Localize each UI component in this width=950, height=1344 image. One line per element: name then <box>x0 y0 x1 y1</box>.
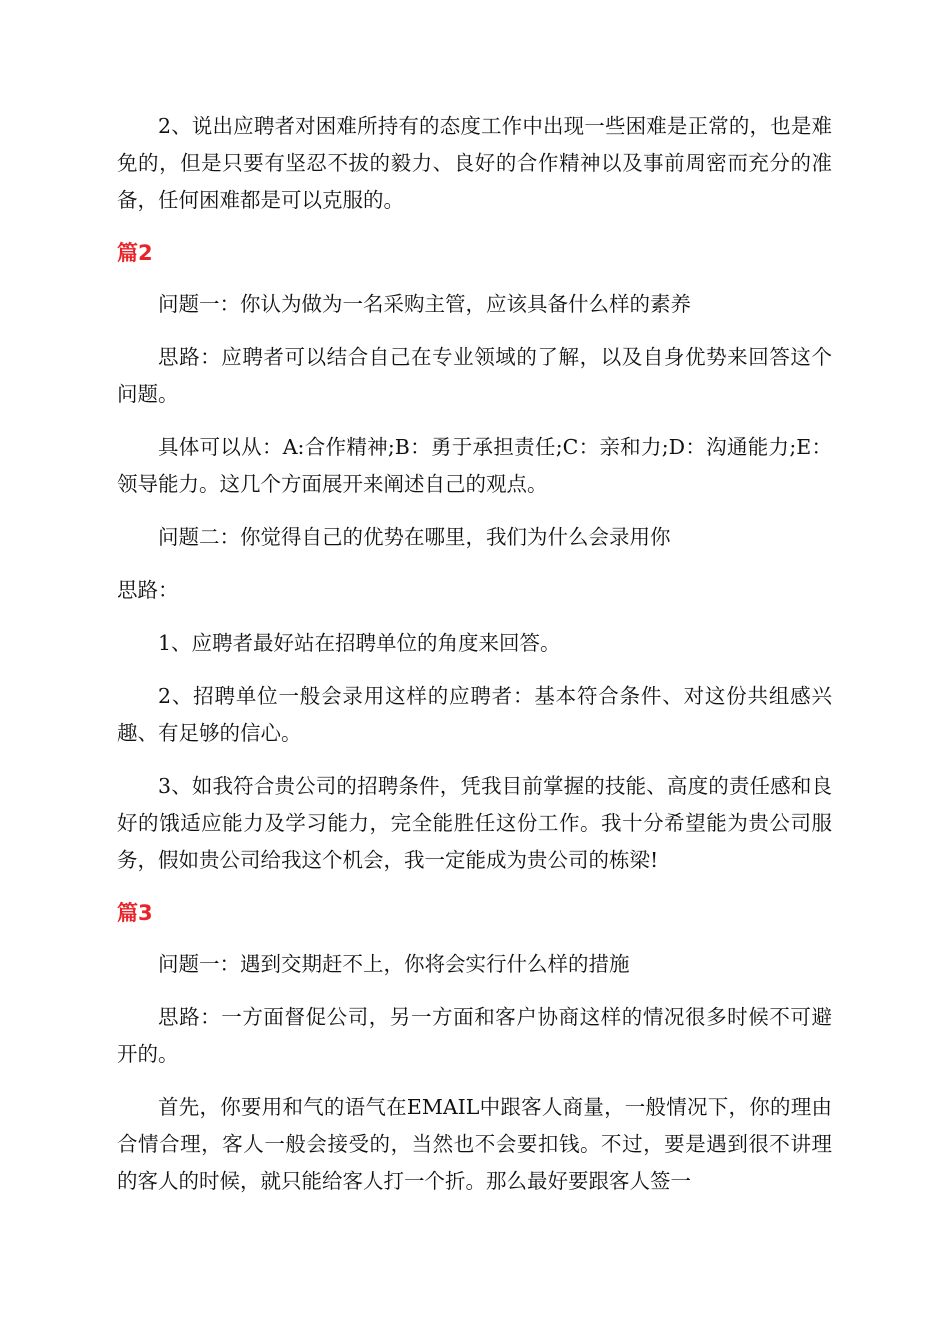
paragraph: 思路：应聘者可以结合自己在专业领域的了解，以及自身优势来回答这个问题。 <box>117 345 832 406</box>
paragraph: 1、应聘者最好站在招聘单位的角度来回答。 <box>158 631 561 655</box>
paragraph: 问题一：你认为做为一名采购主管，应该具备什么样的素养 <box>158 292 691 316</box>
paragraph: 首先，你要用和气的语气在EMAIL中跟客人商量，一般情况下，你的理由合情合理，客人一般会接受的，当然也不会要扣钱。不过，要是遇到很不讲理的客人的时候，就只能给客人打一个折。那么最好要跟客人签一 <box>117 1095 832 1193</box>
paragraph: 3、如我符合贵公司的招聘条件，凭我目前掌握的技能、高度的责任感和良好的饿适应能力及学习能力，完全能胜任这份工作。我十分希望能为贵公司服务，假如贵公司给我这个机会，我一定能成为贵公司的栋梁! <box>117 774 832 872</box>
paragraph: 问题二：你觉得自己的优势在哪里，我们为什么会录用你 <box>158 525 671 549</box>
section-heading-2: 篇2 <box>117 241 153 265</box>
paragraph: 问题一：遇到交期赶不上，你将会实行什么样的措施 <box>158 952 630 976</box>
paragraph: 具体可以从：A:合作精神;B：勇于承担责任;C：亲和力;D：沟通能力;E：领导能力。这几个方面展开来阐述自己的观点。 <box>117 435 832 496</box>
paragraph: 2、招聘单位一般会录用这样的应聘者：基本符合条件、对这份共组感兴趣、有足够的信心。 <box>117 684 832 745</box>
paragraph: 2、说出应聘者对困难所持有的态度工作中出现一些困难是正常的，也是难免的，但是只要有坚忍不拔的毅力、良好的合作精神以及事前周密而充分的准备，任何困难都是可以克服的。 <box>117 114 832 212</box>
section-heading-3: 篇3 <box>117 901 153 925</box>
paragraph: 思路：一方面督促公司，另一方面和客户协商这样的情况很多时候不可避开的。 <box>117 1005 832 1066</box>
document-body <box>117 108 832 1216</box>
paragraph: 思路： <box>117 578 179 602</box>
